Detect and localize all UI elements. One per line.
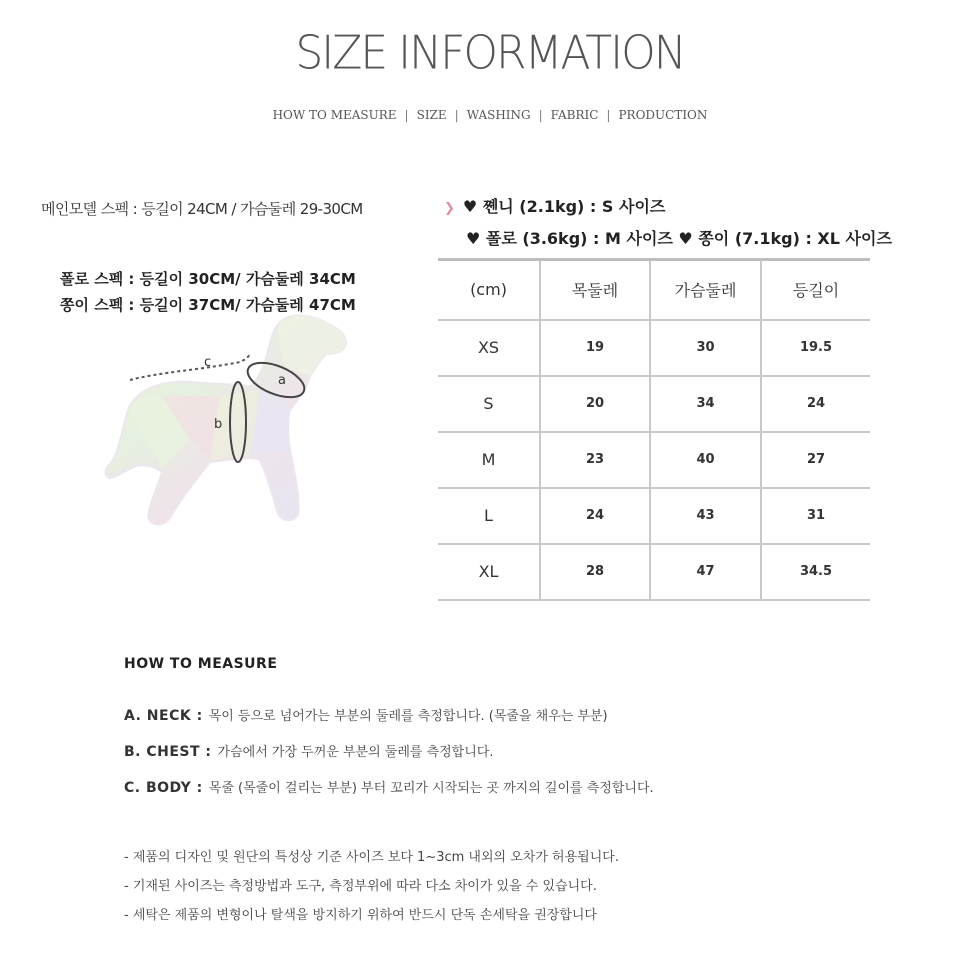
model-info-text2: ♥ 폴로 (3.6kg) : M 사이즈 ♥ 쫑이 (7.1kg) : XL 사이즈 [466,229,892,248]
chevron-right-icon: ❯ [444,201,455,216]
chest-cell: 30 [650,320,761,376]
measure-neck-text: 목이 등으로 넘어가는 부분의 둘레를 측정합니다. (목줄을 채우는 부분) [208,709,608,724]
nav-washing[interactable]: WASHING [466,108,531,122]
length-cell: 34.5 [761,544,870,600]
notes-list [124,843,619,930]
length-cell: 19.5 [761,320,870,376]
measure-body-text: 목줄 (목줄이 걸리는 부분) 부터 꼬리가 시작되는 곳 까지의 길이를 측정합니다. [208,781,654,796]
jjongi-spec: 쫑이 스펙 : 등길이 37CM/ 가슴둘레 47CM [60,296,356,314]
nav-production[interactable]: PRODUCTION [618,108,708,122]
neck-cell: 19 [540,320,650,376]
measure-neck [124,705,608,724]
model-info-line1 [444,192,892,224]
size-table [438,258,870,601]
table-header-row [438,260,870,320]
measure-chest-text: 가슴에서 가장 두꺼운 부분의 둘레를 측정합니다. [217,745,494,760]
neck-cell: 24 [540,488,650,544]
nav-size[interactable]: SIZE [416,108,447,122]
size-cell: L [438,488,540,544]
table-row [438,432,870,488]
model-size-info [444,192,892,254]
table-row [438,488,870,544]
measure-neck-key: A. NECK : [124,708,203,724]
note-item: - 세탁은 제품의 변형이나 탈색을 방지하기 위하여 반드시 단독 손세탁을 권장합니다 [124,908,597,923]
nav-fabric[interactable]: FABRIC [550,108,599,122]
note-item: - 기재된 사이즈는 측정방법과 도구, 측정부위에 따라 다소 차이가 있을 수 있습니다. [124,879,597,894]
main-model-spec: 메인모델 스펙 : 등길이 24CM / 가슴둘레 29-30CM [41,200,363,218]
note-item: - 제품의 디자인 및 원단의 특성상 기준 사이즈 보다 1~3cm 내외의 오차가 허용됩니다. [124,850,619,865]
how-to-measure-title: HOW TO MEASURE [124,656,278,672]
size-cell: M [438,432,540,488]
nav-divider: | [538,108,543,122]
header-unit: (cm) [438,260,540,320]
measure-body-key: C. BODY : [124,780,203,796]
measure-chest [124,741,494,760]
length-cell: 27 [761,432,870,488]
model-info-text1: ♥ 쪤니 (2.1kg) : S 사이즈 [462,197,666,216]
neck-cell: 23 [540,432,650,488]
nav-how-to-measure[interactable]: HOW TO MEASURE [272,108,397,122]
chest-cell: 43 [650,488,761,544]
header-back-length: 등길이 [761,260,870,320]
nav-divider: | [454,108,459,122]
table-row [438,376,870,432]
length-cell: 31 [761,488,870,544]
header-neck: 목둘레 [540,260,650,320]
model-info-line2 [444,224,892,254]
size-cell: XS [438,320,540,376]
chest-cell: 47 [650,544,761,600]
size-cell: XL [438,544,540,600]
nav-divider: | [404,108,409,122]
length-cell: 24 [761,376,870,432]
nav-divider: | [606,108,611,122]
neck-cell: 20 [540,376,650,432]
dog-measure-illustration [100,310,360,535]
size-cell: S [438,376,540,432]
measure-body [124,777,654,796]
measure-chest-key: B. CHEST : [124,744,212,760]
polo-spec: 폴로 스펙 : 등길이 30CM/ 가슴둘레 34CM [60,270,356,288]
section-nav [0,108,980,122]
label-b: b [214,417,223,432]
page-title: SIZE INFORMATION [295,26,685,81]
table-row [438,544,870,600]
dog-silhouette-icon [100,310,360,535]
table-row [438,320,870,376]
chest-cell: 34 [650,376,761,432]
label-a: a [278,373,286,388]
neck-cell: 28 [540,544,650,600]
chest-cell: 40 [650,432,761,488]
label-c: c [204,355,212,370]
header-chest: 가슴둘레 [650,260,761,320]
